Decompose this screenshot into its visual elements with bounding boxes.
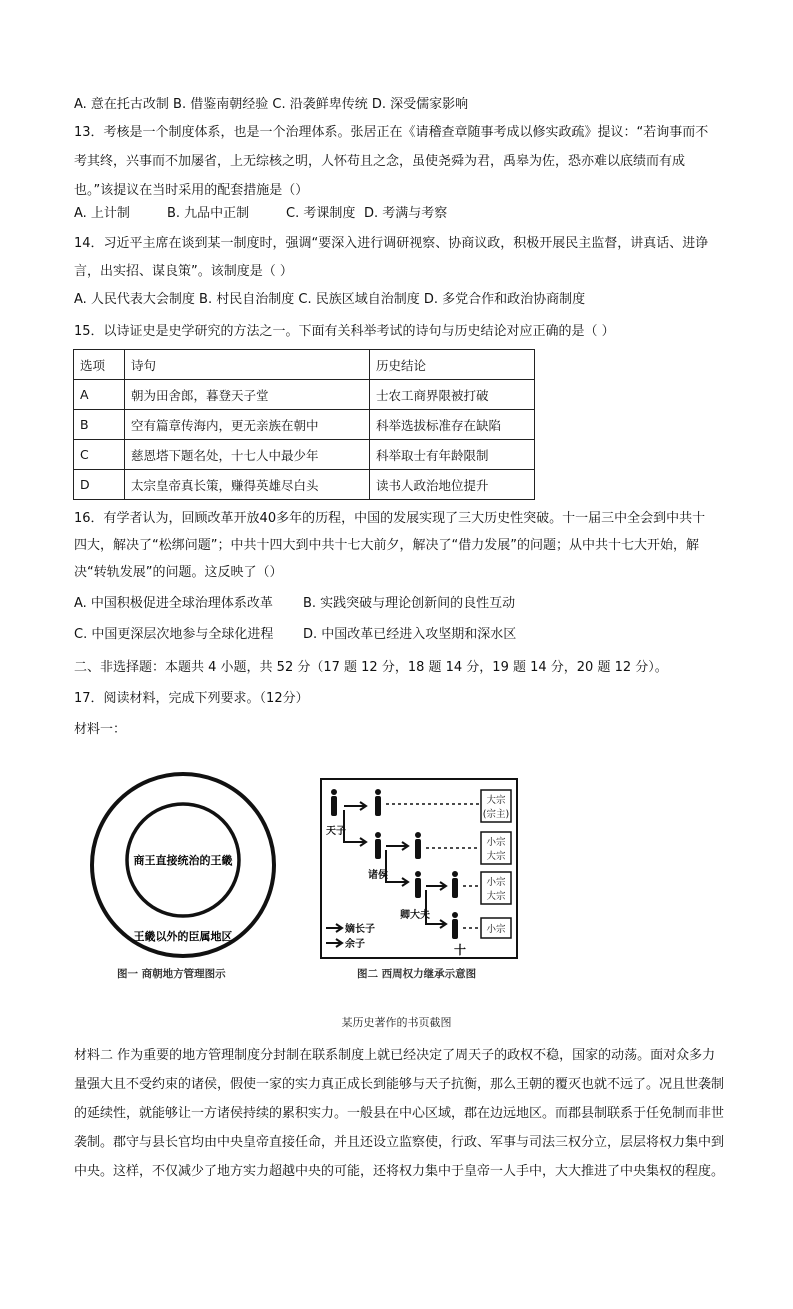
q16-stem: 16．有学者认为，回顾改革开放40多年的历程，中国的发展实现了三大历史性突破。十一届三中全会到中共十四大，解决了“松绑问题”；中共十四大到中共十七大前夕，解决了“借力发展”的问题；从中共十七大开始，解决“转轨发展”的问题。这反映了（）	[74, 511, 706, 580]
legend-eldest: 嫡长子	[345, 924, 375, 935]
section2-title: 二、非选择题：本题共 4 小题，共 52 分（17 题 12 分，18 题 14 分，19 题 14 分，20 题 12 分）。	[74, 660, 668, 675]
q14-stem: 14．习近平主席在谈到某一制度时，强调“要深入进行调研视察、协商议政，积极开展民主监督，讲真话、进诤言，出实招、谋良策”。该制度是（ ）	[74, 236, 709, 279]
table-cell: 科举取士有年龄限制	[370, 440, 535, 470]
q13-option-a: A. 上计制	[74, 206, 130, 221]
q13-option-d: D. 考满与考察	[364, 206, 448, 221]
book-caption: 某历史著作的书页截图	[341, 1016, 452, 1029]
label-plus: 十	[454, 943, 467, 957]
box-label: 大宗	[486, 891, 506, 902]
box-label: 小宗	[486, 877, 506, 888]
person-icon-tianzi-heir	[375, 789, 381, 816]
table-cell: A	[74, 380, 125, 410]
q13-option-c: C. 考课制度	[286, 206, 356, 221]
table-row	[74, 470, 535, 500]
table-cell: 慈恩塔下题名处，十七人中最少年	[125, 440, 370, 470]
figure1-inner-label: 商王直接统治的王畿	[133, 854, 233, 867]
table-header: 诗句	[125, 350, 370, 380]
legend-other: 余子	[345, 939, 365, 950]
q14-options: A. 人民代表大会制度 B. 村民自治制度 C. 民族区域自治制度 D. 多党合作和政治协商制度	[74, 292, 586, 307]
q16-option-c: C. 中国更深层次地参与全球化进程	[74, 627, 274, 642]
q17-stem: 17．阅读材料，完成下列要求。（12分）	[74, 691, 309, 706]
q13-option-b: B. 九品中正制	[167, 206, 250, 221]
table-cell: C	[74, 440, 125, 470]
box-label: 大宗	[486, 795, 506, 806]
table-header: 历史结论	[370, 350, 535, 380]
q16-option-a: A. 中国积极促进全球治理体系改革	[74, 596, 273, 611]
succession-arrows	[344, 802, 446, 928]
figure2-diagram	[320, 778, 520, 960]
figure1-caption: 图一 商朝地方管理图示	[117, 968, 226, 980]
figure1-outer-label: 王畿以外的臣属地区	[133, 930, 233, 943]
label-qingdafu: 卿大夫	[400, 910, 430, 921]
table-row	[74, 380, 535, 410]
figure1-diagram	[80, 770, 290, 980]
table-header-row	[74, 350, 535, 380]
table-cell: 太宗皇帝真长策，赚得英雄尽白头	[125, 470, 370, 500]
table-cell: 士农工商界限被打破	[370, 380, 535, 410]
q12-options: A. 意在托古改制 B. 借鉴南朝经验 C. 沿袭鲜卑传统 D. 深受儒家影响	[74, 97, 469, 112]
person-icon-zhuhou-heir	[415, 832, 421, 859]
figure2-caption: 图二 西周权力继承示意图	[357, 968, 477, 980]
material1-label: 材料一：	[74, 722, 127, 737]
label-zhuhou: 诸侯	[368, 870, 388, 881]
table-cell: 读书人政治地位提升	[370, 470, 535, 500]
person-icon-zhuhou	[375, 832, 381, 859]
box-label: 小宗	[486, 924, 506, 935]
table-row	[74, 410, 535, 440]
table-cell: 空有篇章传海内，更无亲族在朝中	[125, 410, 370, 440]
q16-option-d: D. 中国改革已经进入攻坚期和深水区	[303, 627, 517, 642]
box-label: (宗主)	[482, 809, 510, 820]
table-cell: 朝为田舍郎，暮登天子堂	[125, 380, 370, 410]
person-icon-tianzi	[331, 789, 337, 816]
table-header: 选项	[74, 350, 125, 380]
table-cell: B	[74, 410, 125, 440]
person-icon-qingdafu-heir	[452, 871, 458, 898]
q15-stem: 15．以诗证史是史学研究的方法之一。下面有关科举考试的诗句与历史结论对应正确的是（ ）	[74, 324, 615, 339]
q13-stem: 13．考核是一个制度体系，也是一个治理体系。张居正在《请稽查章随事考成以修实政疏》提议：“若询事而不考其终，兴事而不加屡省，上无综核之明，人怀苟且之念，虽使尧舜为君，禹皋为佐，恐亦难以底绩而有成也。”该提议在当时采用的配套措施是（）	[74, 125, 709, 198]
box-label: 大宗	[486, 851, 506, 862]
box-label: 小宗	[486, 837, 506, 848]
person-icons	[331, 789, 458, 939]
q16-option-b: B. 实践突破与理论创新间的良性互动	[303, 596, 516, 611]
person-icon-shi	[452, 912, 458, 939]
label-tianzi: 天子	[326, 826, 346, 837]
table-cell: 科举选拔标准存在缺陷	[370, 410, 535, 440]
legend-arrows	[326, 924, 342, 947]
material2-text: 材料二 作为重要的地方管理制度分封制在联系制度上就已经决定了周天子的政权不稳，国家的动荡。面对众多力量强大且不受约束的诸侯，假使一家的实力真正成长到能够与天子抗衡，那么王朝的覆灭也就不远了。况且世袭制的延续性，就能够让一方诸侯持续的累积实力。一般县在中心区域，郡在边远地区。而郡县制联系于任免制而非世袭制。郡守与县长官均由中央皇帝直接任命，并且还设立监察使，行政、军事与司法三权分立，层层将权力集中到中央。这样，不仅减少了地方实力超越中央的可能，还将权力集中于皇帝一人手中，大大推进了中央集权的程度。	[74, 1048, 725, 1179]
table-cell: D	[74, 470, 125, 500]
table-row	[74, 440, 535, 470]
person-icon-qingdafu	[415, 871, 421, 898]
q15-table	[73, 349, 535, 500]
